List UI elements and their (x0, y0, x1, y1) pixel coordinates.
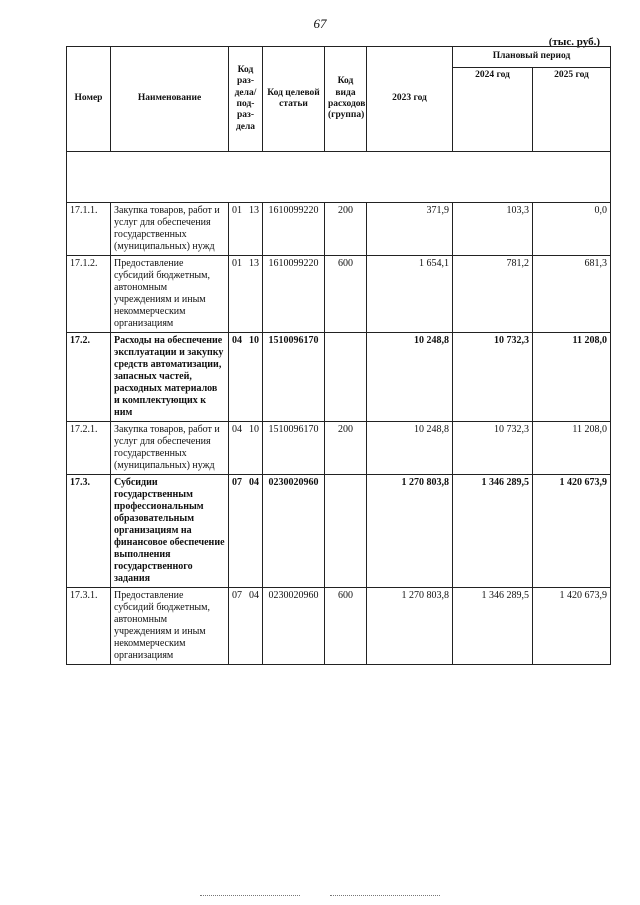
row-2024: 781,2 (453, 256, 533, 333)
row-name: Расходы на обеспечение эксплуатации и закупку средств автоматизации, запасных частей, расходных материалов и комплектующих к ним (111, 333, 229, 422)
header-target: Код целевой статьи (263, 47, 325, 152)
row-name: Субсидии государственным профессиональным образовательным организациям на финансовое обеспечение выполнения государственного задания (111, 475, 229, 588)
row-expense-code: 600 (325, 256, 367, 333)
row-name: Закупка товаров, работ и услуг для обеспечения государственных (муниципальных) нужд (111, 422, 229, 475)
row-section-code (229, 203, 263, 256)
row-2023: 371,9 (367, 203, 453, 256)
footer-rule (200, 895, 300, 896)
footer-rule (330, 895, 440, 896)
row-2024: 10 732,3 (453, 422, 533, 475)
table-row (67, 256, 611, 333)
row-expense-code (325, 333, 367, 422)
row-2023: 1 270 803,8 (367, 588, 453, 665)
row-section-code (229, 475, 263, 588)
row-2025: 11 208,0 (533, 422, 611, 475)
row-target-code: 1610099220 (263, 203, 325, 256)
row-2023: 10 248,8 (367, 422, 453, 475)
row-2025: 11 208,0 (533, 333, 611, 422)
row-target-code: 1610099220 (263, 256, 325, 333)
row-name: Предоставление субсидий бюджетным, автономным учреждениям и иным некоммерческим организациям (111, 256, 229, 333)
razdel-code: 01 (232, 205, 242, 216)
units-label: (тыс. руб.) (548, 36, 600, 48)
header-name: Наименование (111, 47, 229, 152)
podrazdel-code: 13 (249, 258, 259, 269)
podrazdel-code: 10 (249, 335, 259, 346)
row-section-code (229, 422, 263, 475)
row-number: 17.2. (67, 333, 111, 422)
razdel-code: 07 (232, 477, 242, 488)
page-number: 67 (313, 16, 327, 31)
row-number: 17.3.1. (67, 588, 111, 665)
table-row (67, 475, 611, 588)
table-row (67, 422, 611, 475)
table-row (67, 203, 611, 256)
razdel-code: 07 (232, 590, 242, 601)
row-2025: 1 420 673,9 (533, 475, 611, 588)
row-name: Предоставление субсидий бюджетным, автономным учреждениям и иным некоммерческим организациям (111, 588, 229, 665)
podrazdel-code: 04 (249, 590, 259, 601)
row-2023: 10 248,8 (367, 333, 453, 422)
row-2024: 103,3 (453, 203, 533, 256)
header-number: Номер (67, 47, 111, 152)
row-2023: 1 654,1 (367, 256, 453, 333)
row-2024: 1 346 289,5 (453, 475, 533, 588)
row-number: 17.1.1. (67, 203, 111, 256)
razdel-code: 01 (232, 258, 242, 269)
row-expense-code: 200 (325, 203, 367, 256)
table-row (67, 588, 611, 665)
row-2024: 10 732,3 (453, 333, 533, 422)
row-expense-code: 200 (325, 422, 367, 475)
header-section: Код раз-дела/ под-раз-дела (229, 47, 263, 152)
podrazdel-code: 04 (249, 477, 259, 488)
razdel-code: 04 (232, 424, 242, 435)
row-expense-code (325, 475, 367, 588)
budget-table (66, 46, 611, 665)
row-2024: 1 346 289,5 (453, 588, 533, 665)
row-2025: 1 420 673,9 (533, 588, 611, 665)
row-section-code (229, 256, 263, 333)
row-number: 17.2.1. (67, 422, 111, 475)
header-2025: 2025 год (533, 68, 611, 152)
header-2023: 2023 год (367, 47, 453, 152)
row-target-code: 0230020960 (263, 475, 325, 588)
row-2025: 681,3 (533, 256, 611, 333)
table-row (67, 333, 611, 422)
header-expense: Код вида расходов (группа) (325, 47, 367, 152)
podrazdel-code: 13 (249, 205, 259, 216)
row-number: 17.1.2. (67, 256, 111, 333)
row-number: 17.3. (67, 475, 111, 588)
podrazdel-code: 10 (249, 424, 259, 435)
row-2023: 1 270 803,8 (367, 475, 453, 588)
row-2025: 0,0 (533, 203, 611, 256)
row-target-code: 1510096170 (263, 333, 325, 422)
razdel-code: 04 (232, 335, 242, 346)
row-section-code (229, 333, 263, 422)
row-expense-code: 600 (325, 588, 367, 665)
header-2024: 2024 год (453, 68, 533, 152)
row-name: Закупка товаров, работ и услуг для обеспечения государственных (муниципальных) нужд (111, 203, 229, 256)
row-section-code (229, 588, 263, 665)
row-target-code: 0230020960 (263, 588, 325, 665)
row-target-code: 1510096170 (263, 422, 325, 475)
header-planned: Плановый период (453, 47, 611, 68)
